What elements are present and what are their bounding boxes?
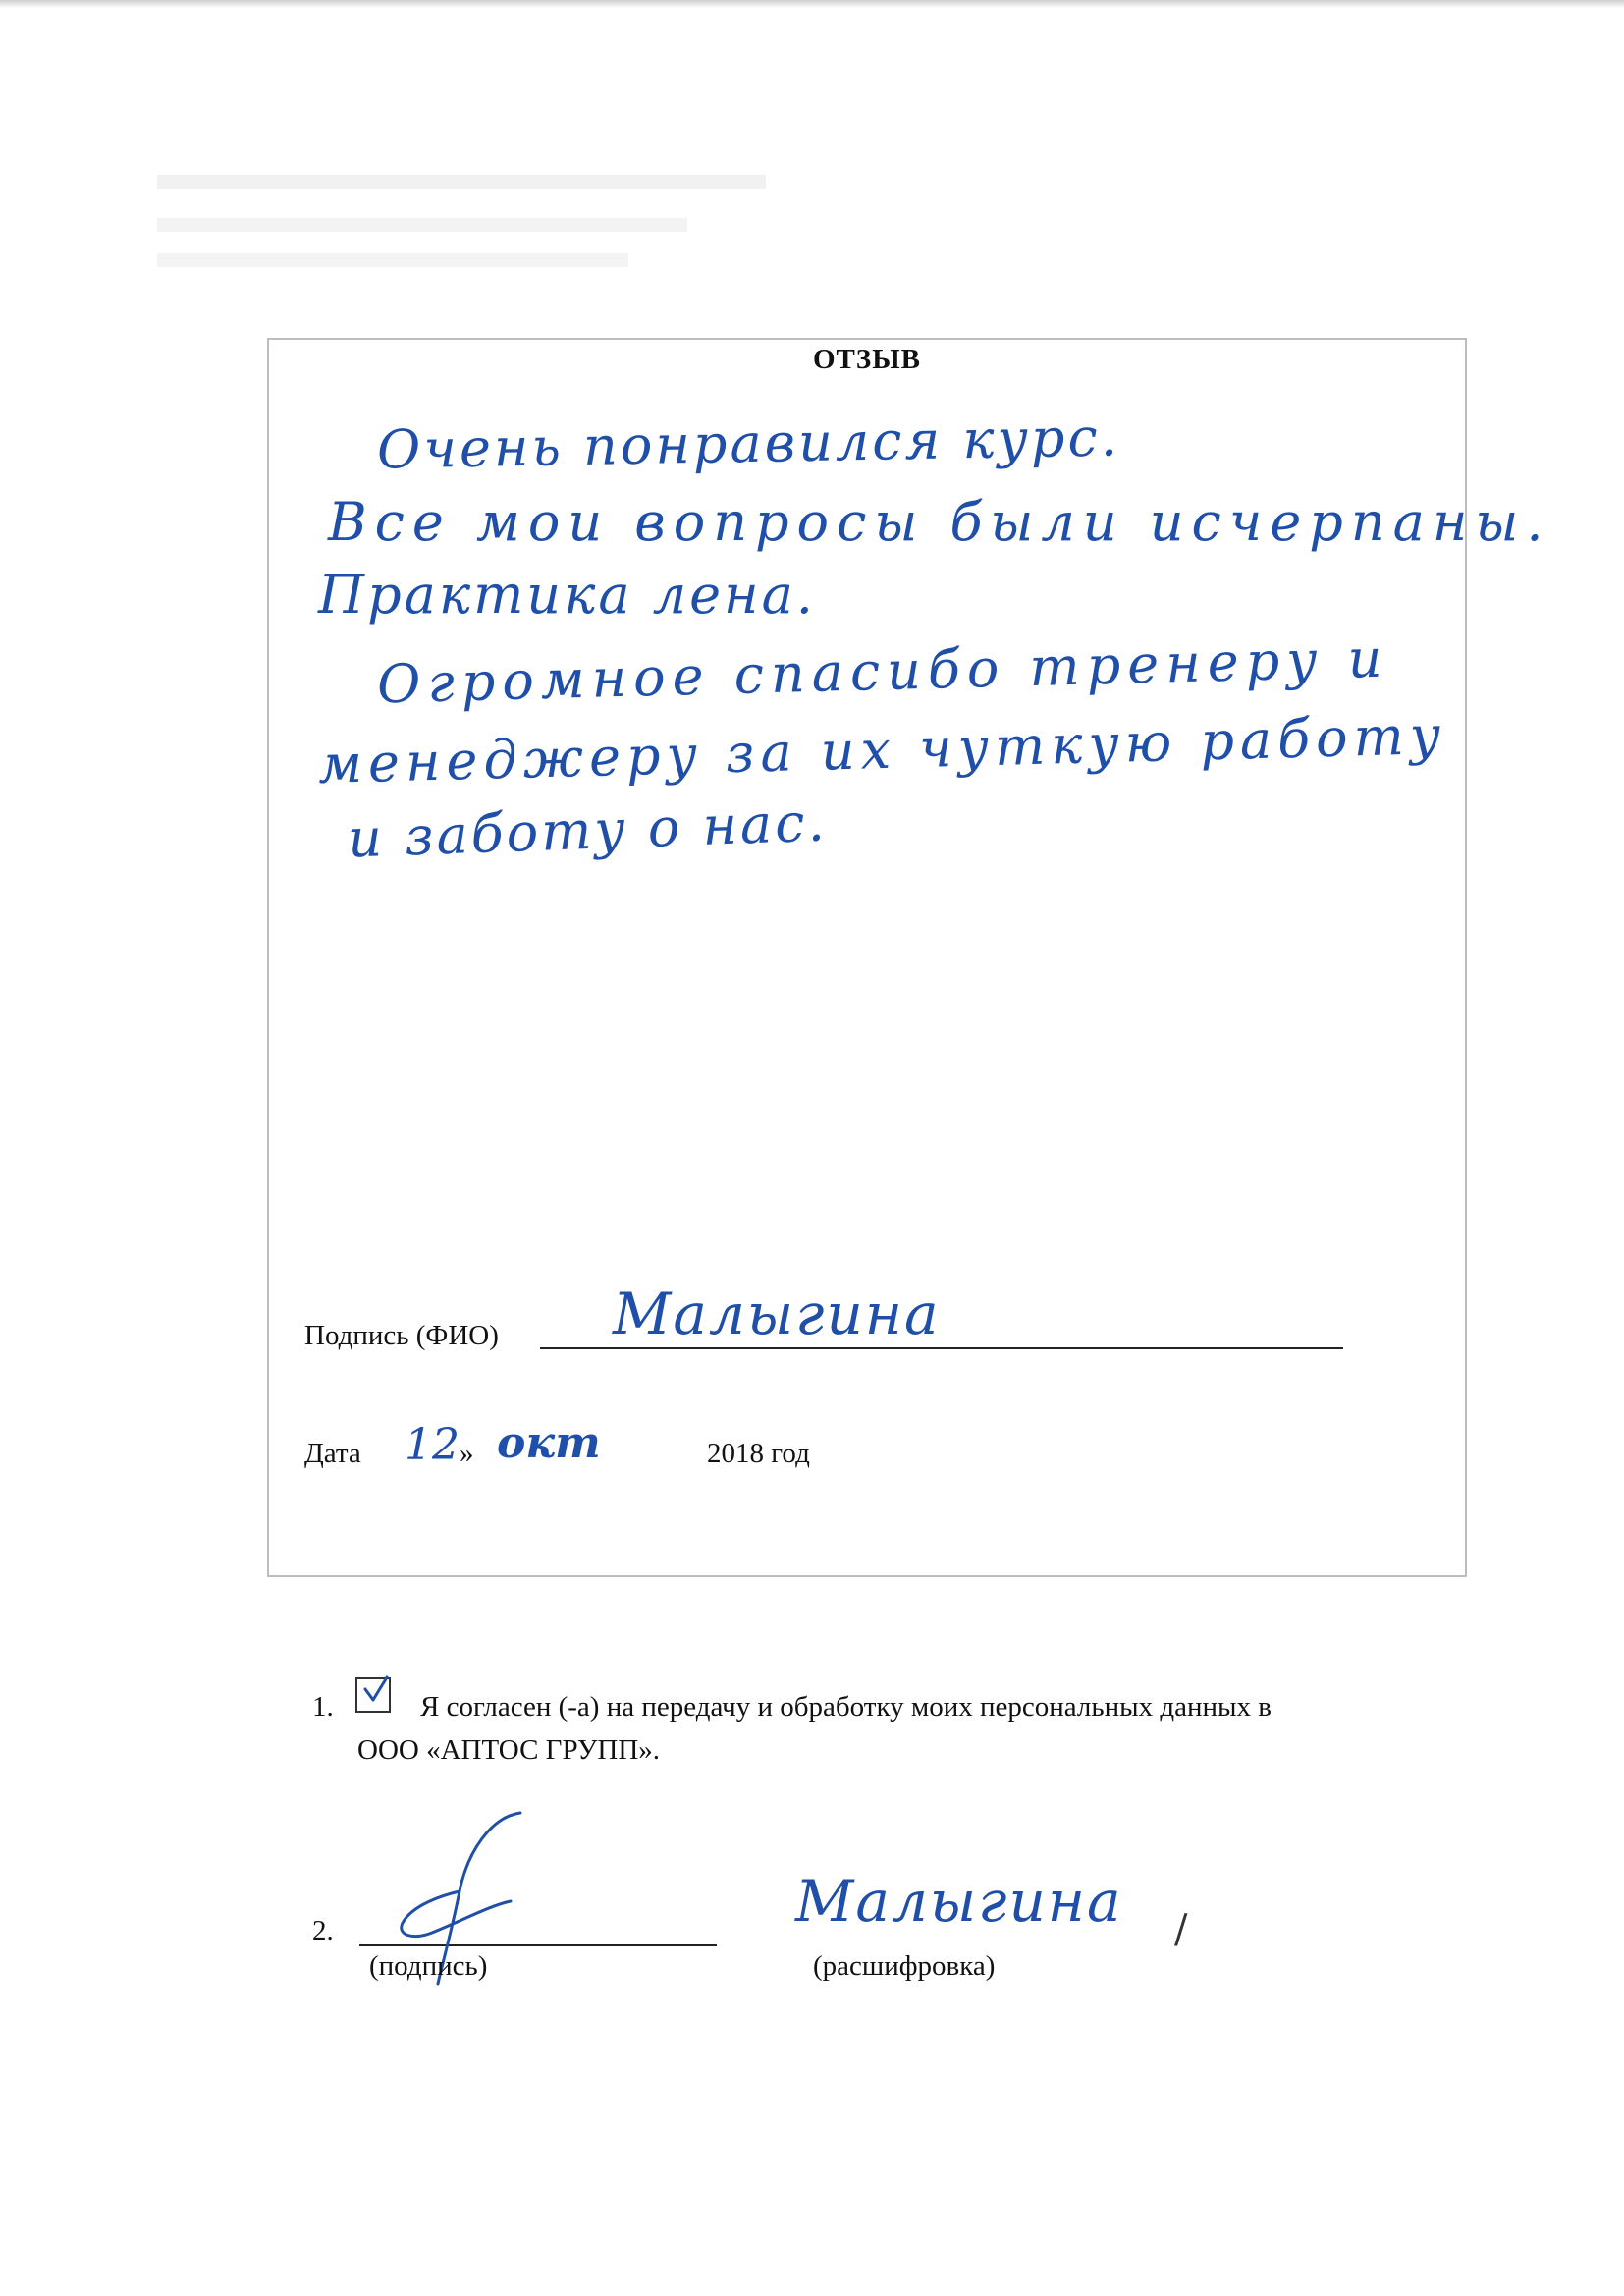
checkmark-icon bbox=[359, 1673, 393, 1707]
date-quote-close: » bbox=[460, 1438, 474, 1469]
bleed-through-2 bbox=[157, 218, 687, 232]
date-day: 12 bbox=[405, 1420, 460, 1470]
review-line-6: и заботу о нас. bbox=[347, 791, 829, 870]
signature-label: Подпись (ФИО) bbox=[304, 1320, 499, 1351]
review-line-5: менеджеру за их чуткую работу bbox=[317, 703, 1447, 796]
consent-text-line-1: Я согласен (-а) на передачу и обработку моих персональных данных в bbox=[420, 1691, 1272, 1722]
scan-edge bbox=[0, 0, 1624, 8]
consent-checkbox[interactable] bbox=[355, 1677, 391, 1713]
review-line-3: Практика лена. bbox=[318, 564, 816, 626]
signature-handwritten: Малыгина bbox=[613, 1281, 941, 1347]
decoding-caption: (расшифровка) bbox=[813, 1950, 996, 1982]
decoding-slash: / bbox=[1174, 1907, 1188, 1952]
date-year: 2018 год bbox=[707, 1438, 810, 1469]
date-month: окт bbox=[497, 1418, 601, 1468]
signature-line bbox=[540, 1347, 1343, 1349]
review-line-1: Очень понравился курс. bbox=[376, 406, 1121, 481]
consent-text-line-2: ООО «АПТОС ГРУПП». bbox=[357, 1734, 661, 1766]
bleed-through-1 bbox=[157, 175, 766, 189]
decoding-handwritten: Малыгина bbox=[795, 1868, 1123, 1935]
date-label: Дата bbox=[304, 1438, 361, 1469]
review-line-4: Огромное спасибо тренеру и bbox=[376, 627, 1390, 716]
review-line-2: Все мои вопросы были исчерпаны. bbox=[328, 491, 1551, 553]
consent-item-2-number: 2. bbox=[312, 1915, 334, 1946]
form-title: ОТЗЫВ bbox=[812, 344, 922, 375]
signature-caption: (подпись) bbox=[369, 1950, 488, 1982]
bleed-through-3 bbox=[157, 253, 628, 267]
handwritten-review bbox=[317, 375, 1551, 925]
review-form bbox=[267, 338, 1551, 1577]
consent-item-1-number: 1. bbox=[312, 1691, 334, 1722]
